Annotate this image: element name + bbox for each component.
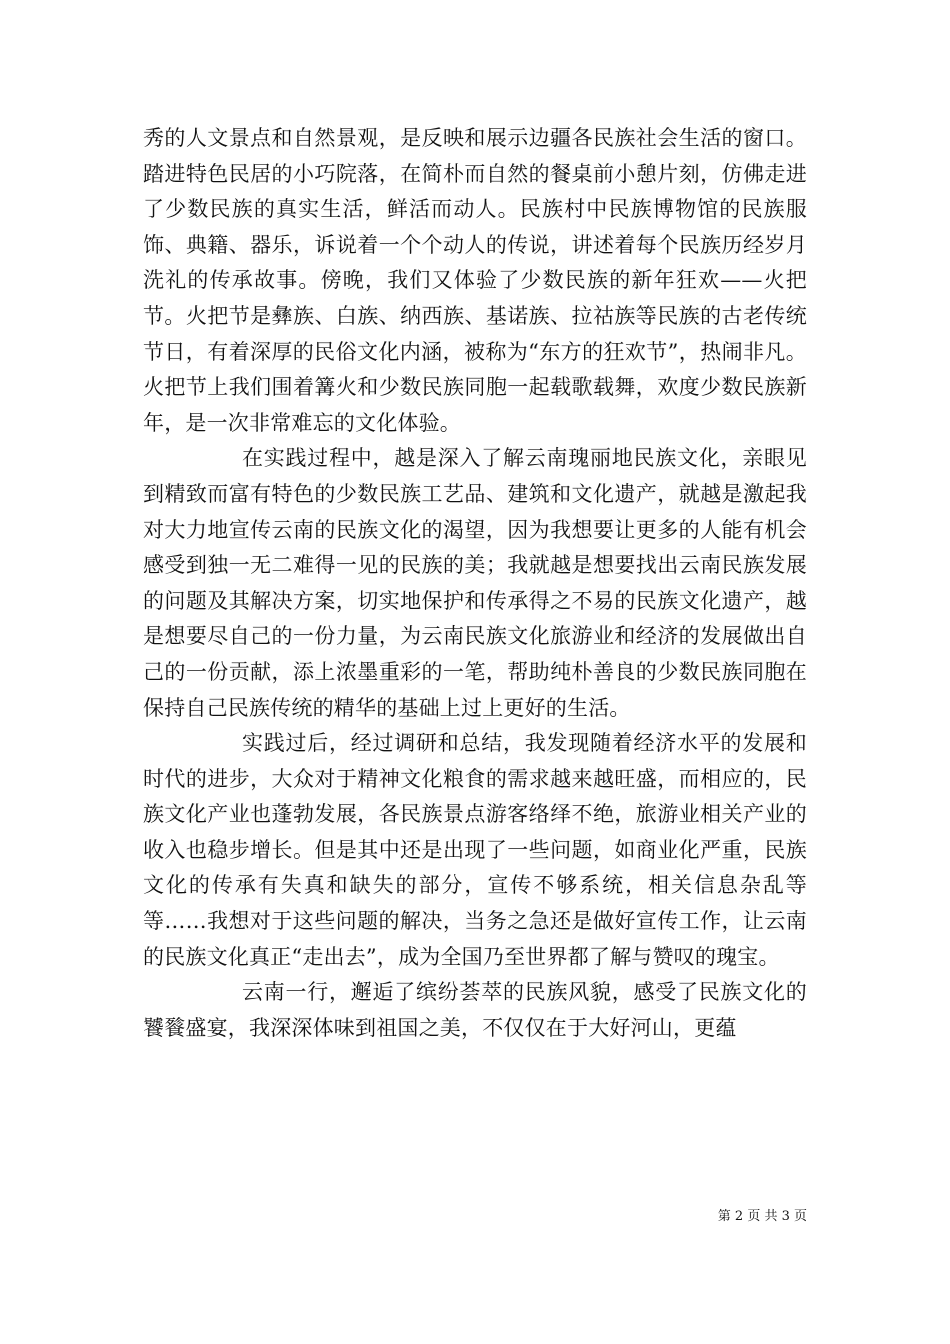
paragraph-2: 在实践过程中，越是深入了解云南瑰丽地民族文化，亲眼见到精致而富有特色的少数民族工艺品、建筑和文化遗产，就越是激起我对大力地宣传云南的民族文化的渴望，因为我想要让更多的人能有机会感受到独一无二难得一见的民族的美；我就越是想要找出云南民族发展的问题及其解决方案，切实地保护和传承得之不易的民族文化遗产，越是想要尽自己的一份力量，为云南民族文化旅游业和经济的发展做出自己的一份贡献，添上浓墨重彩的一笔，帮助纯朴善良的少数民族同胞在保持自己民族传统的精华的基础上过上更好的生活。 xyxy=(143,446,807,720)
page-number-footer: 第 2 页 共 3 页 xyxy=(717,1209,807,1224)
paragraph-3: 实践过后，经过调研和总结，我发现随着经济水平的发展和时代的进步，大众对于精神文化粮食的需求越来越旺盛，而相应的，民族文化产业也蓬勃发展，各民族景点游客络绎不绝，旅游业相关产业的收入也稳步增长。但是其中还是出现了一些问题，如商业化严重，民族文化的传承有失真和缺失的部分，宣传不够系统，相关信息杂乱等等……我想对于这些问题的解决，当务之急还是做好宣传工作，让云南的民族文化真正“走出去”，成为全国乃至世界都了解与赞叹的瑰宝。 xyxy=(143,731,807,969)
paragraph-1: 秀的人文景点和自然景观，是反映和展示边疆各民族社会生活的窗口。踏进特色民居的小巧院落，在简朴而自然的餐桌前小憩片刻，仿佛走进了少数民族的真实生活，鲜活而动人。民族村中民族博物馆的民族服饰、典籍、器乐，诉说着一个个动人的传说，讲述着每个民族历经岁月洗礼的传承故事。傍晚，我们又体验了少数民族的新年狂欢——火把节。火把节是彝族、白族、纳西族、基诺族、拉祜族等民族的古老传统节日，有着深厚的民俗文化内涵，被称为“东方的狂欢节”，热闹非凡。火把节上我们围着篝火和少数民族同胞一起载歌载舞，欢度少数民族新年，是一次非常难忘的文化体验。 xyxy=(143,126,807,435)
paragraph-4: 云南一行，邂逅了缤纷荟萃的民族风貌，感受了民族文化的饕餮盛宴，我深深体味到祖国之美，不仅仅在于大好河山，更蕴 xyxy=(143,980,807,1040)
document-body xyxy=(143,121,807,1046)
